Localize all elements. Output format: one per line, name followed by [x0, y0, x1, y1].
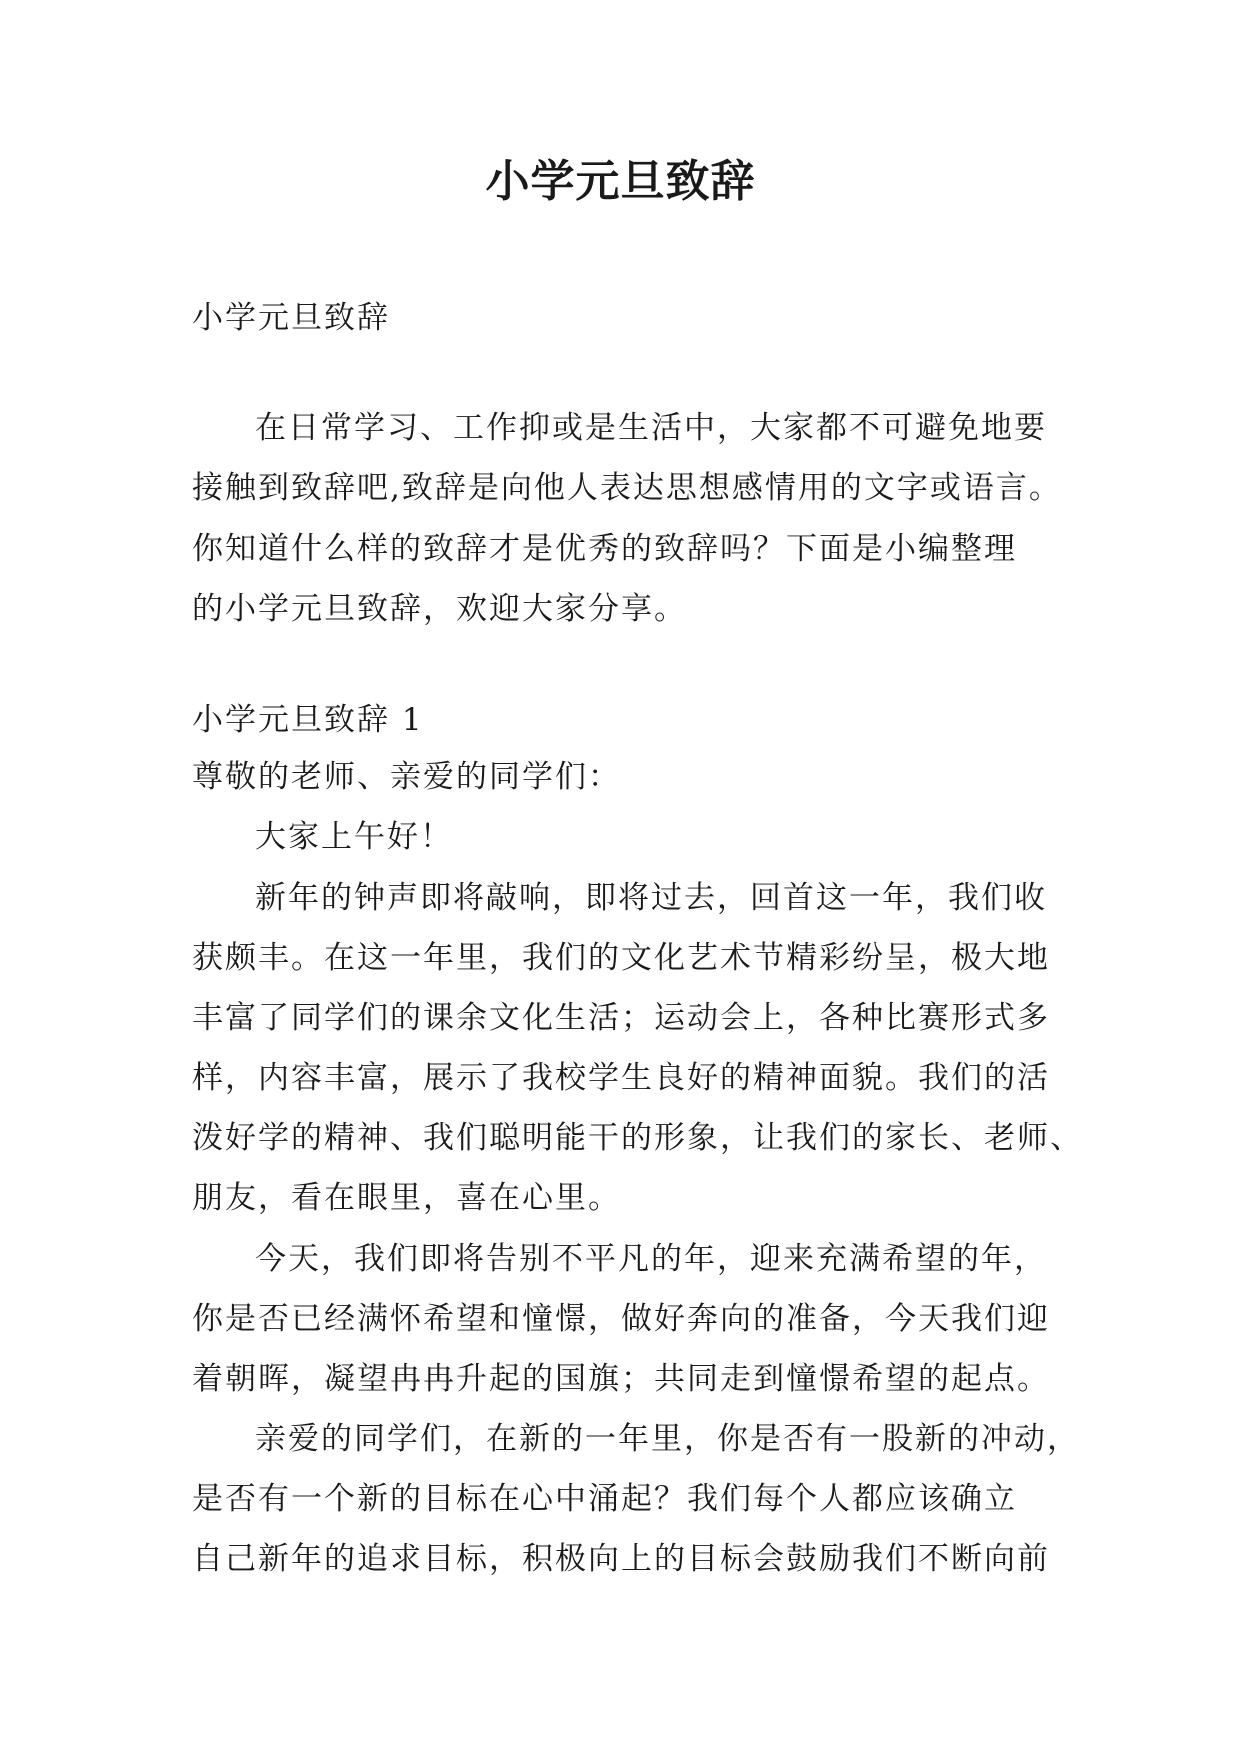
body-line-intro-3: 你知道什么样的致辞才是优秀的致辞吗？下面是小编整理 — [192, 531, 1017, 567]
body-line-intro-1: 在日常学习、工作抑或是生活中，大家都不可避免地要 — [255, 410, 1047, 446]
body-line: 新年的钟声即将敲响，即将过去，回首这一年，我们收 — [255, 880, 1047, 916]
body-line: 朋友，看在眼里，喜在心里。 — [192, 1180, 621, 1216]
body-line-subtitle: 小学元旦致辞 — [192, 300, 390, 336]
body-line: 你是否已经满怀希望和憧憬，做好奔向的准备，今天我们迎 — [192, 1301, 1050, 1337]
salutation-line: 尊敬的老师、亲爱的同学们： — [192, 759, 621, 795]
document-title: 小学元旦致辞 — [485, 156, 756, 207]
body-line: 样，内容丰富，展示了我校学生良好的精神面貌。我们的活 — [192, 1060, 1050, 1096]
body-line: 着朝晖，凝望冉冉升起的国旗；共同走到憧憬希望的起点。 — [192, 1361, 1050, 1397]
greeting-line: 大家上午好！ — [255, 819, 453, 855]
body-line-intro-2: 接触到致辞吧,致辞是向他人表达思想感情用的文字或语言。 — [192, 470, 1062, 506]
body-line: 亲爱的同学们，在新的一年里，你是否有一股新的冲动， — [255, 1421, 1080, 1457]
body-line: 泼好学的精神、我们聪明能干的形象，让我们的家长、老师、 — [192, 1120, 1083, 1156]
body-line: 自己新年的追求目标，积极向上的目标会鼓励我们不断向前 — [192, 1541, 1050, 1577]
body-line: 是否有一个新的目标在心中涌起？我们每个人都应该确立 — [192, 1481, 1017, 1517]
section-heading: 小学元旦致辞 1 — [192, 702, 424, 738]
body-line-intro-4: 的小学元旦致辞，欢迎大家分享。 — [192, 591, 687, 627]
body-line: 今天，我们即将告别不平凡的年，迎来充满希望的年， — [255, 1241, 1047, 1277]
body-line: 获颇丰。在这一年里，我们的文化艺术节精彩纷呈，极大地 — [192, 940, 1050, 976]
body-line: 丰富了同学们的课余文化生活；运动会上，各种比赛形式多 — [192, 1000, 1050, 1036]
